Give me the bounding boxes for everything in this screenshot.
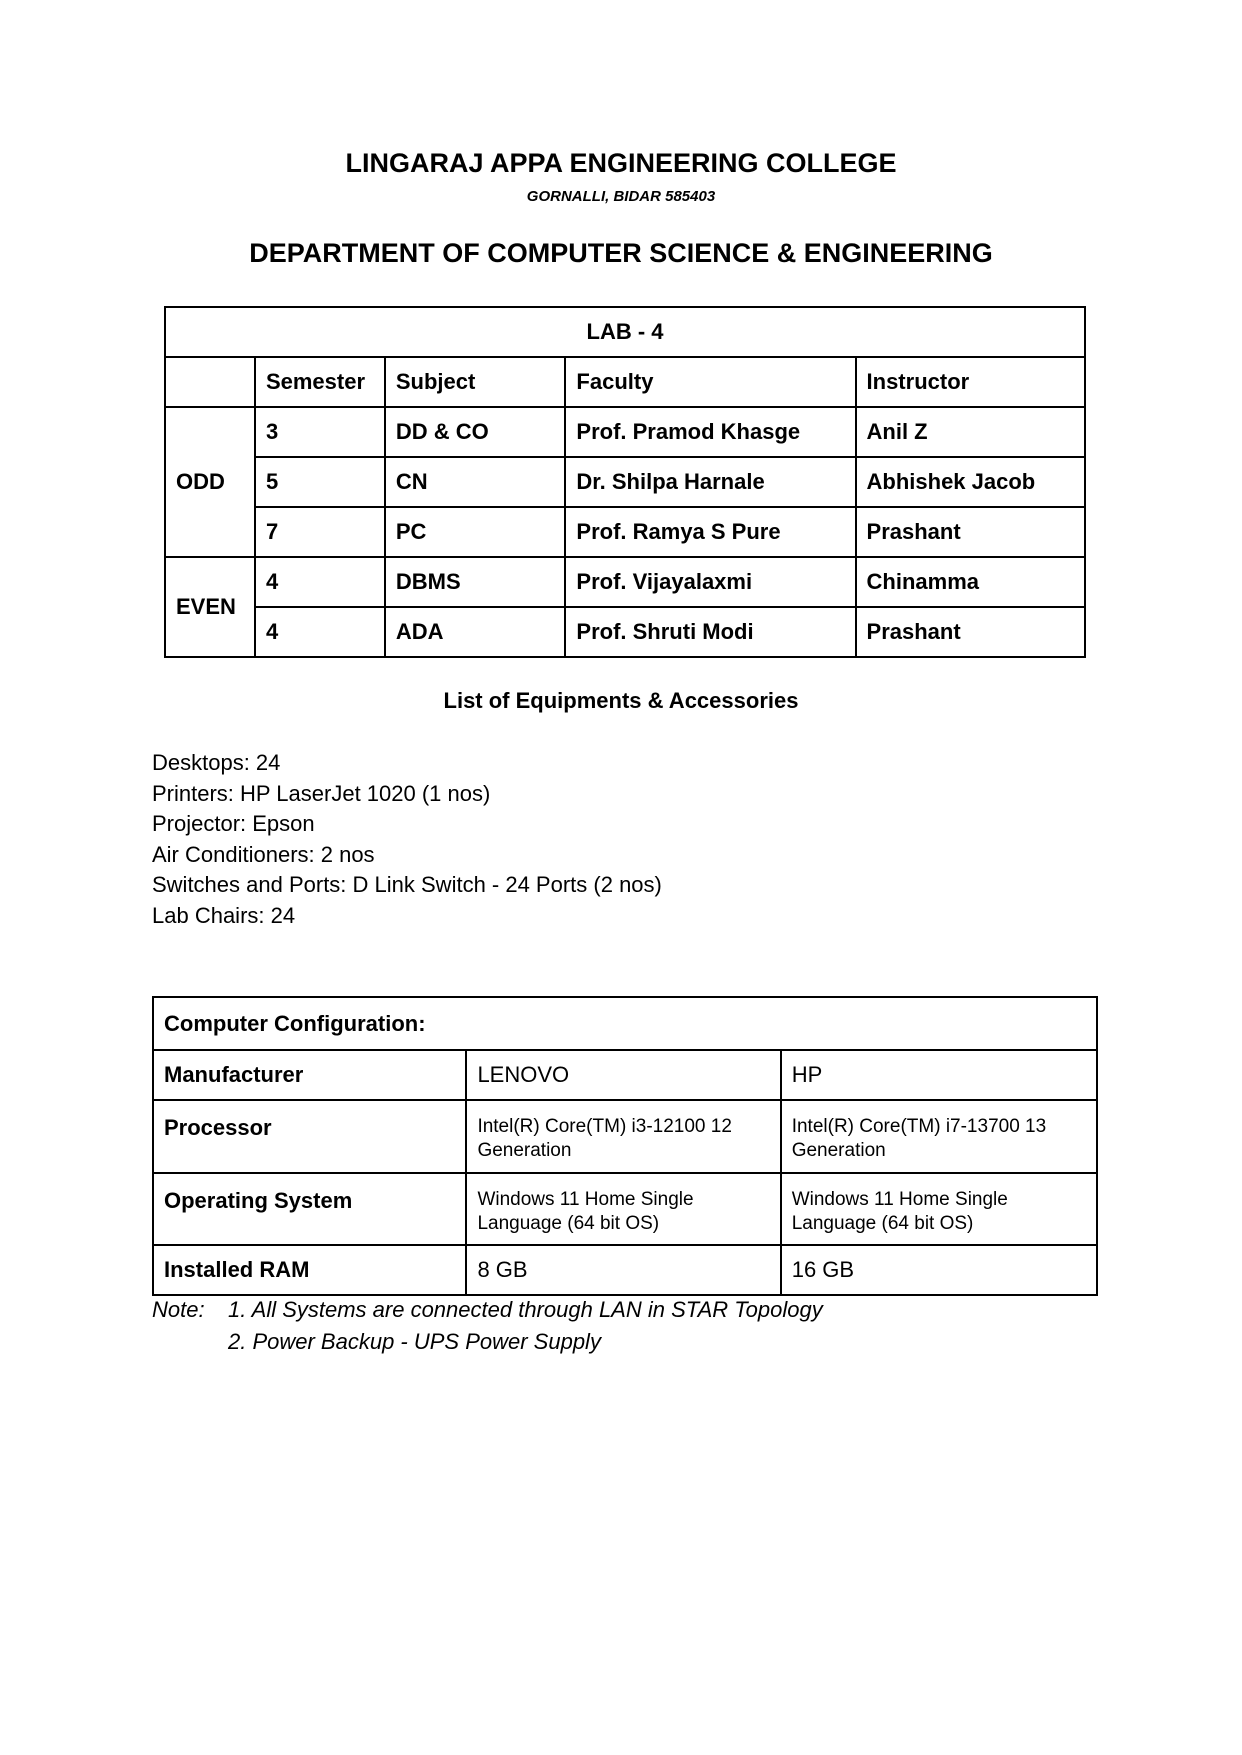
term-group-label: ODD bbox=[165, 407, 255, 557]
note-label: Note: bbox=[152, 1297, 205, 1322]
config-title: Computer Configuration: bbox=[153, 997, 1097, 1050]
column-header: Faculty bbox=[565, 357, 855, 407]
table-header-row bbox=[165, 357, 1085, 407]
semester-cell: 7 bbox=[255, 507, 385, 557]
note-spacer bbox=[152, 1326, 228, 1358]
table-title-row bbox=[153, 997, 1097, 1050]
equipment-item: Printers: HP LaserJet 1020 (1 nos) bbox=[152, 780, 491, 806]
semester-cell: 4 bbox=[255, 607, 385, 657]
config-label: Installed RAM bbox=[153, 1245, 466, 1295]
config-label: Operating System bbox=[153, 1173, 466, 1245]
college-address: GORNALLI, BIDAR 585403 bbox=[526, 188, 716, 205]
config-label: Processor bbox=[153, 1100, 466, 1173]
table-row bbox=[165, 407, 1085, 457]
table-row bbox=[165, 607, 1085, 657]
hp-cell: Windows 11 Home Single Language (64 bit OS) bbox=[781, 1173, 1097, 1245]
subject-cell: ADA bbox=[385, 607, 566, 657]
note-item: 1. All Systems are connected through LAN in STAR Topology bbox=[228, 1297, 823, 1322]
instructor-cell: Anil Z bbox=[856, 407, 1085, 457]
computer-config-table bbox=[152, 996, 1098, 1296]
faculty-cell: Prof. Ramya S Pure bbox=[565, 507, 855, 557]
lenovo-cell: LENOVO bbox=[466, 1050, 780, 1100]
equipment-title: List of Equipments & Accessories bbox=[443, 688, 799, 713]
lenovo-cell: Intel(R) Core(TM) i3-12100 12 Generation bbox=[466, 1100, 780, 1173]
column-header: Subject bbox=[385, 357, 566, 407]
note-row bbox=[152, 1294, 823, 1326]
college-name: LINGARAJ APPA ENGINEERING COLLEGE bbox=[345, 148, 897, 178]
lenovo-cell: 8 GB bbox=[466, 1245, 780, 1295]
note-item: 2. Power Backup - UPS Power Supply bbox=[228, 1329, 601, 1354]
equipment-list bbox=[152, 748, 662, 931]
equipment-item: Air Conditioners: 2 nos bbox=[152, 841, 375, 867]
faculty-cell: Prof. Shruti Modi bbox=[565, 607, 855, 657]
semester-cell: 5 bbox=[255, 457, 385, 507]
table-row bbox=[153, 1100, 1097, 1173]
table-row bbox=[165, 457, 1085, 507]
equipment-item: Lab Chairs: 24 bbox=[152, 902, 296, 928]
column-header: Instructor bbox=[856, 357, 1085, 407]
term-group-label: EVEN bbox=[165, 557, 255, 657]
instructor-cell: Prashant bbox=[856, 507, 1085, 557]
department-title: DEPARTMENT OF COMPUTER SCIENCE & ENGINEERING bbox=[249, 238, 993, 268]
lab-title: LAB - 4 bbox=[165, 307, 1085, 357]
note-row bbox=[152, 1326, 823, 1358]
faculty-cell: Prof. Pramod Khasge bbox=[565, 407, 855, 457]
faculty-cell: Prof. Vijayalaxmi bbox=[565, 557, 855, 607]
hp-cell: HP bbox=[781, 1050, 1097, 1100]
equipment-item: Projector: Epson bbox=[152, 811, 315, 836]
table-row bbox=[153, 1173, 1097, 1245]
subject-cell: DBMS bbox=[385, 557, 566, 607]
table-row bbox=[165, 557, 1085, 607]
semester-cell: 4 bbox=[255, 557, 385, 607]
notes-section bbox=[152, 1294, 823, 1358]
instructor-cell: Abhishek Jacob bbox=[856, 457, 1085, 507]
config-label: Manufacturer bbox=[153, 1050, 466, 1100]
table-title-row bbox=[165, 307, 1085, 357]
equipment-item: Desktops: 24 bbox=[152, 750, 281, 775]
instructor-cell: Chinamma bbox=[856, 557, 1085, 607]
faculty-cell: Dr. Shilpa Harnale bbox=[565, 457, 855, 507]
semester-cell: 3 bbox=[255, 407, 385, 457]
subject-cell: PC bbox=[385, 507, 566, 557]
subject-cell: CN bbox=[385, 457, 566, 507]
hp-cell: Intel(R) Core(TM) i7-13700 13 Generation bbox=[781, 1100, 1097, 1173]
column-header: Semester bbox=[255, 357, 385, 407]
equipment-item: Switches and Ports: D Link Switch - 24 Ports (2 nos) bbox=[152, 872, 662, 897]
table-row bbox=[153, 1245, 1097, 1295]
hp-cell: 16 GB bbox=[781, 1245, 1097, 1295]
table-row bbox=[165, 507, 1085, 557]
lenovo-cell: Windows 11 Home Single Language (64 bit OS) bbox=[466, 1173, 780, 1245]
subject-cell: DD & CO bbox=[385, 407, 566, 457]
lab-schedule-table bbox=[164, 306, 1086, 658]
instructor-cell: Prashant bbox=[856, 607, 1085, 657]
column-header bbox=[165, 357, 255, 407]
table-row bbox=[153, 1050, 1097, 1100]
